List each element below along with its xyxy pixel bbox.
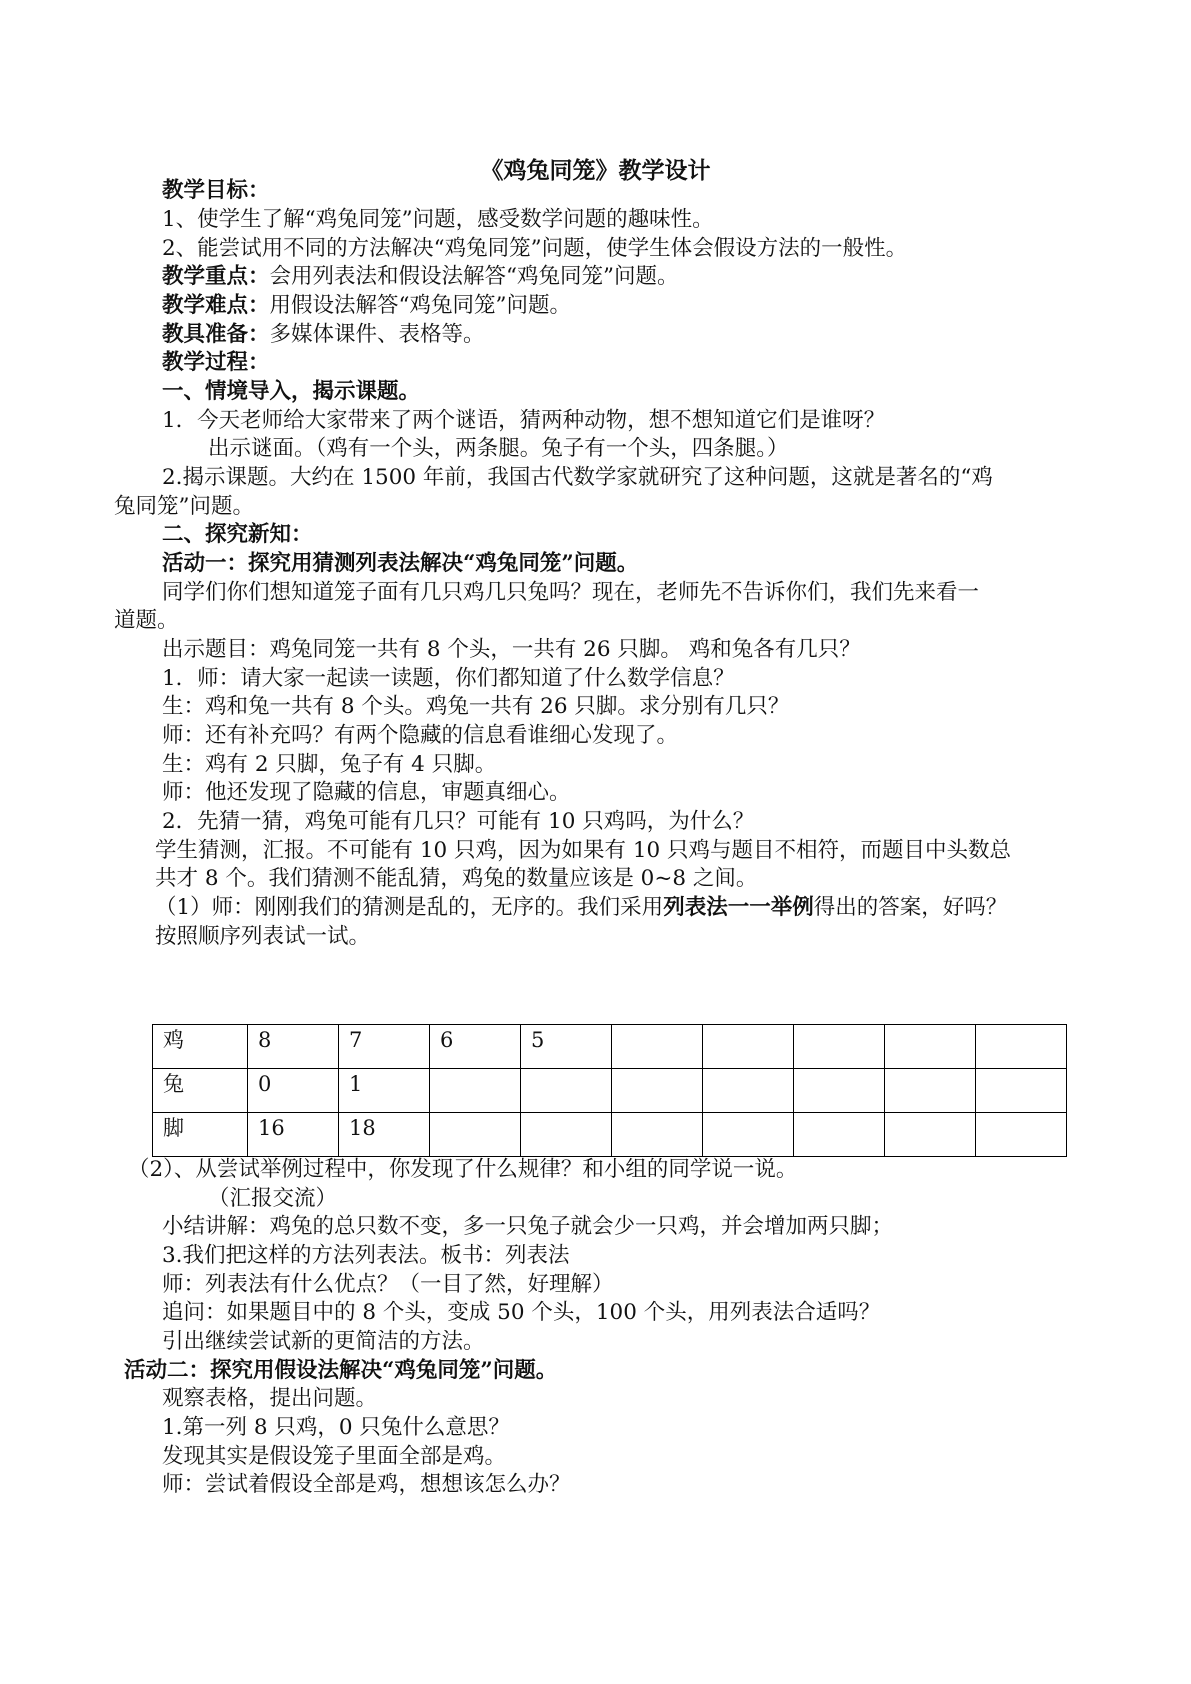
section-2-heading: 二、探究新知： <box>162 522 313 547</box>
table-cell <box>703 1025 794 1069</box>
table-cell: 8 <box>248 1025 339 1069</box>
paragraph-line: 按照顺序列表试一试。 <box>155 924 371 949</box>
paragraph-line: 生：鸡有 2 只脚，兔子有 4 只脚。 <box>162 752 497 777</box>
paragraph-line: （汇报交流） <box>208 1186 338 1211</box>
activity-2-heading: 活动二：探究用假设法解决“鸡兔同笼”问题。 <box>124 1358 558 1383</box>
paragraph-line: 师：还有补充吗？有两个隐藏的信息看谁细心发现了。 <box>162 723 679 748</box>
paragraph-line: 1．师：请大家一起读一读题，你们都知道了什么数学信息？ <box>162 666 735 691</box>
activity-1-heading: 活动一：探究用猜测列表法解决“鸡兔同笼”问题。 <box>162 551 639 576</box>
paragraph-line <box>155 893 1007 923</box>
table-cell <box>885 1025 976 1069</box>
table-cell <box>521 1069 612 1113</box>
process-heading: 教学过程： <box>162 350 270 375</box>
table-cell <box>703 1113 794 1157</box>
table-cell <box>521 1113 612 1157</box>
table-cell: 1 <box>339 1069 430 1113</box>
paragraph-line: 观察表格，提出问题。 <box>162 1386 378 1411</box>
guess-table <box>152 1024 1067 1157</box>
table-row <box>153 1113 1067 1157</box>
paragraph-line: 兔同笼”问题。 <box>114 494 254 519</box>
table-cell: 16 <box>248 1113 339 1157</box>
emphasis-text: 列表法一一举例 <box>663 895 814 920</box>
paragraph-line: 1．今天老师给大家带来了两个谜语，猜两种动物，想不想知道它们是谁呀？ <box>162 408 886 433</box>
table-cell <box>976 1069 1067 1113</box>
table-cell: 7 <box>339 1025 430 1069</box>
objective-1: 1、使学生了解“鸡兔同笼”问题，感受数学问题的趣味性。 <box>162 207 714 232</box>
paragraph-line: 生：鸡和兔一共有 8 个头。鸡兔一共有 26 只脚。求分别有几只？ <box>162 694 790 719</box>
table-row <box>153 1069 1067 1113</box>
paragraph-line: 发现其实是假设笼子里面全部是鸡。 <box>162 1444 507 1469</box>
section-1-heading: 一、情境导入，揭示课题。 <box>162 379 421 404</box>
table-cell <box>612 1025 703 1069</box>
paragraph-line: 2．先猜一猜，鸡兔可能有几只？可能有 10 只鸡吗，为什么？ <box>162 809 755 834</box>
table-cell: 兔 <box>153 1069 248 1113</box>
table-cell <box>976 1113 1067 1157</box>
paragraph-line: 师：列表法有什么优点？（一目了然，好理解） <box>162 1272 614 1297</box>
paragraph-line: 师：尝试着假设全部是鸡，想想该怎么办？ <box>162 1472 571 1497</box>
table-cell <box>612 1069 703 1113</box>
paragraph-line: 小结讲解：鸡兔的总只数不变，多一只兔子就会少一只鸡，并会增加两只脚； <box>162 1214 894 1239</box>
paragraph-line: 追问：如果题目中的 8 个头，变成 50 个头，100 个头，用列表法合适吗？ <box>162 1300 881 1325</box>
objective-2: 2、能尝试用不同的方法解决“鸡兔同笼”问题，使学生体会假设方法的一般性。 <box>162 236 908 261</box>
table-cell: 鸡 <box>153 1025 248 1069</box>
table-cell: 0 <box>248 1069 339 1113</box>
table-row <box>153 1025 1067 1069</box>
table-cell <box>703 1069 794 1113</box>
paragraph-line: 师：他还发现了隐藏的信息，审题真细心。 <box>162 780 571 805</box>
materials-label: 教具准备： <box>162 322 270 347</box>
keypoint-text: 会用列表法和假设法解答“鸡兔同笼”问题。 <box>269 264 679 289</box>
table-cell <box>885 1113 976 1157</box>
paragraph-line: 3.我们把这样的方法列表法。板书：列表法 <box>162 1243 570 1268</box>
table-cell: 脚 <box>153 1113 248 1157</box>
paragraph-line: 引出继续尝试新的更简洁的方法。 <box>162 1329 485 1354</box>
table-cell <box>885 1069 976 1113</box>
table-cell: 6 <box>430 1025 521 1069</box>
paragraph-line: 道题。 <box>114 608 179 633</box>
table-cell <box>794 1025 885 1069</box>
table-cell <box>430 1069 521 1113</box>
paragraph-line: 1.第一列 8 只鸡，0 只兔什么意思？ <box>162 1415 510 1440</box>
objectives-heading: 教学目标： <box>162 178 270 203</box>
table-cell: 5 <box>521 1025 612 1069</box>
text-run: 得出的答案，好吗？ <box>813 895 1008 920</box>
table-cell <box>430 1113 521 1157</box>
paragraph-line: 出示题目：鸡兔同笼一共有 8 个头，一共有 26 只脚。 鸡和兔各有几只？ <box>162 637 861 662</box>
paragraph-line: 学生猜测，汇报。不可能有 10 只鸡，因为如果有 10 只鸡与题目不相符，而题目中头数总 <box>155 838 1012 863</box>
keypoint-line <box>162 262 679 292</box>
materials-line <box>162 320 485 350</box>
text-run: （1）师：刚刚我们的猜测是乱的，无序的。我们采用 <box>155 895 664 920</box>
table-cell <box>612 1113 703 1157</box>
materials-text: 多媒体课件、表格等。 <box>269 322 485 347</box>
paragraph-line: 2.揭示课题。大约在 1500 年前，我国古代数学家就研究了这种问题，这就是著名的“鸡 <box>162 465 993 490</box>
paragraph-line: 共才 8 个。我们猜测不能乱猜，鸡兔的数量应该是 0~8 之间。 <box>155 866 758 891</box>
document-title: 《鸡兔同笼》教学设计 <box>480 157 711 184</box>
table-cell <box>976 1025 1067 1069</box>
paragraph-line: （2）、从尝试举例过程中，你发现了什么规律？和小组的同学说一说。 <box>128 1157 798 1182</box>
paragraph-line: 出示谜面。（鸡有一个头，两条腿。兔子有一个头，四条腿。） <box>208 436 789 461</box>
difficulty-line <box>162 291 571 321</box>
table-cell <box>794 1069 885 1113</box>
difficulty-text: 用假设法解答“鸡兔同笼”问题。 <box>269 293 571 318</box>
table-cell: 18 <box>339 1113 430 1157</box>
difficulty-label: 教学难点： <box>162 293 270 318</box>
table-cell <box>794 1113 885 1157</box>
paragraph-line: 同学们你们想知道笼子面有几只鸡几只兔吗？现在，老师先不告诉你们，我们先来看一 <box>162 580 980 605</box>
keypoint-label: 教学重点： <box>162 264 270 289</box>
